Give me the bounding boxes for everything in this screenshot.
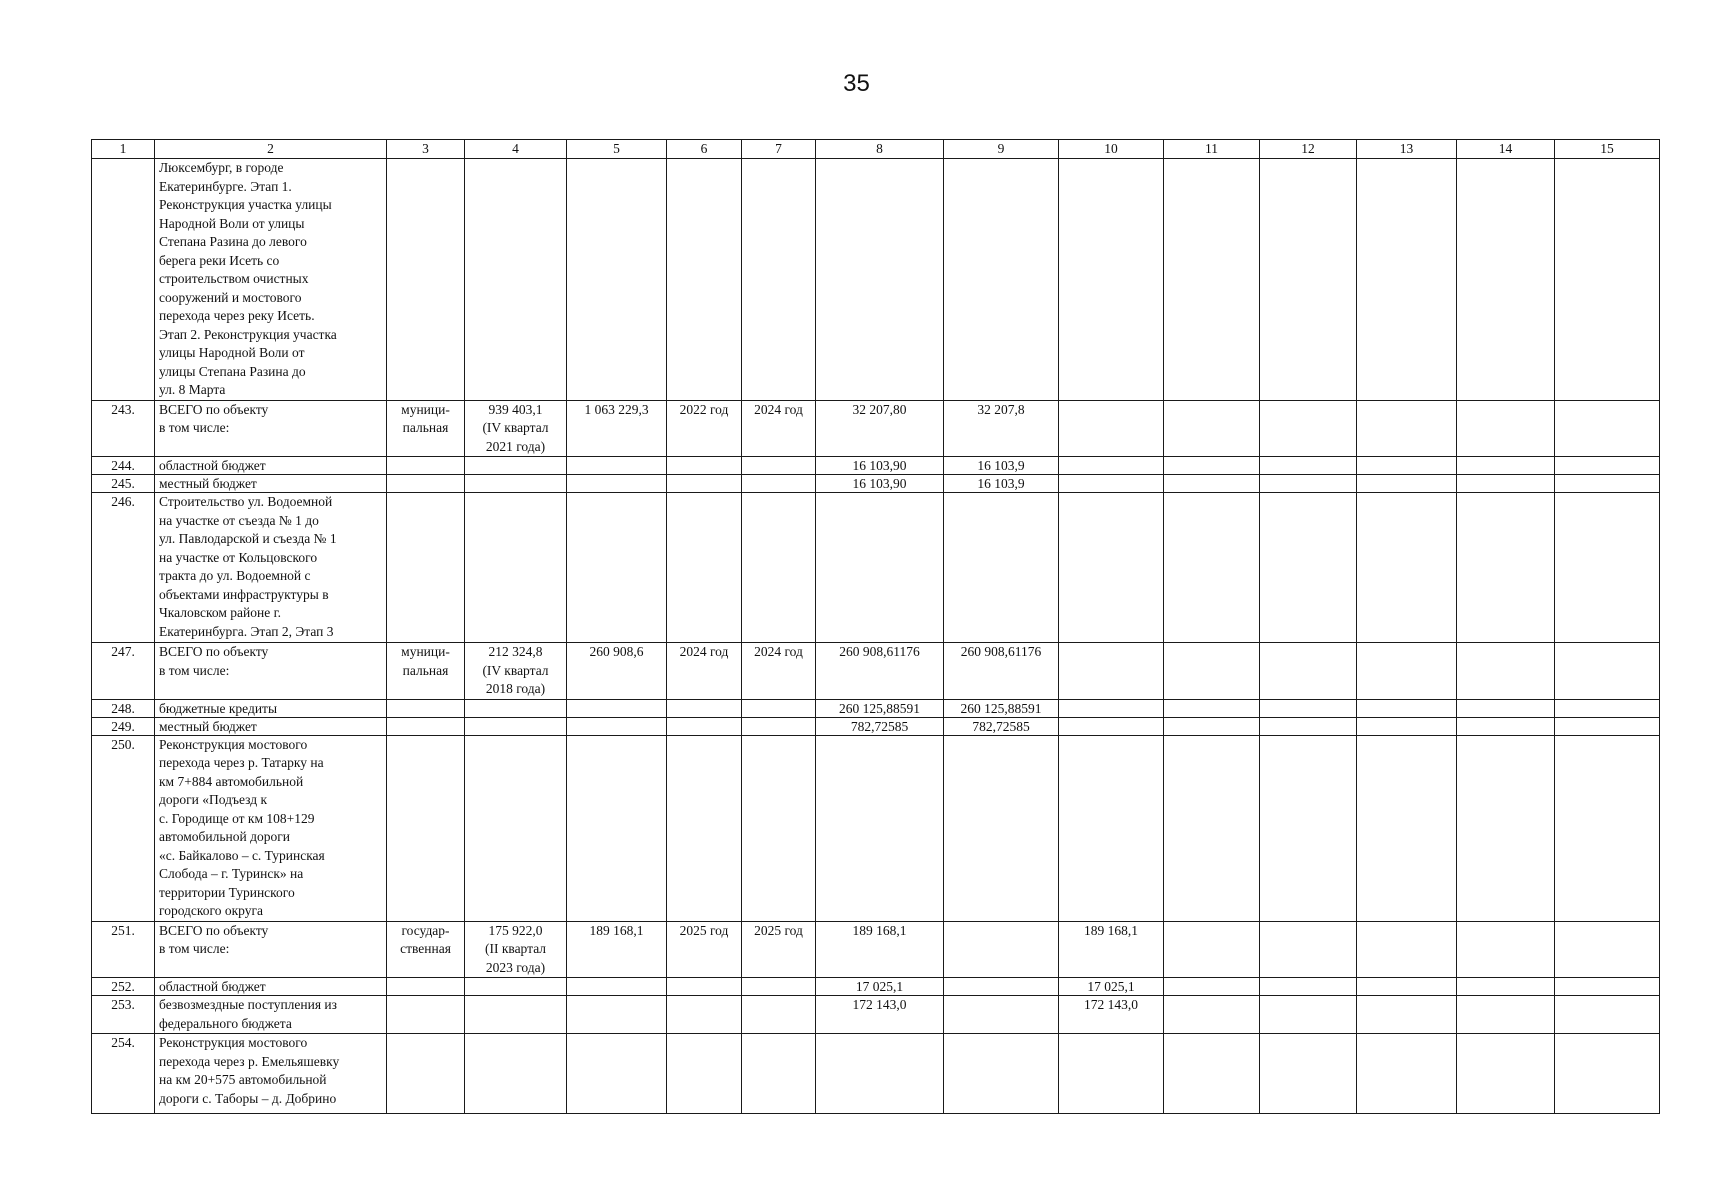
table-cell (92, 159, 155, 401)
table-cell (1457, 400, 1555, 457)
table-cell: 782,72585 (816, 717, 944, 735)
table-cell: 251. (92, 921, 155, 978)
table-cell (667, 735, 742, 921)
table-cell (1164, 475, 1260, 493)
table-row (92, 1034, 1660, 1114)
table-cell (1555, 1034, 1660, 1114)
table-cell: областной бюджет (155, 978, 387, 996)
table-cell (816, 493, 944, 643)
table-cell (1555, 735, 1660, 921)
table-cell (1457, 643, 1555, 700)
table-cell: 260 908,6 (567, 643, 667, 700)
table-cell (387, 493, 465, 643)
table-cell (1260, 475, 1357, 493)
table-cell (1164, 643, 1260, 700)
table-cell (1555, 159, 1660, 401)
table-cell: 172 143,0 (816, 996, 944, 1034)
table-cell (742, 159, 816, 401)
table-row (92, 400, 1660, 457)
table-cell (742, 493, 816, 643)
column-header: 2 (155, 140, 387, 159)
table-cell (465, 996, 567, 1034)
column-header: 8 (816, 140, 944, 159)
table-cell (742, 699, 816, 717)
table-cell (667, 475, 742, 493)
table-cell: 2024 год (667, 643, 742, 700)
table-cell: 782,72585 (944, 717, 1059, 735)
table-cell: 2022 год (667, 400, 742, 457)
table-cell (742, 475, 816, 493)
table-cell (944, 921, 1059, 978)
table-cell (1457, 699, 1555, 717)
table-cell (1164, 978, 1260, 996)
table-cell (1260, 735, 1357, 921)
table-cell (1164, 457, 1260, 475)
table-cell: 260 908,61176 (944, 643, 1059, 700)
table-cell (1457, 1034, 1555, 1114)
table-cell (667, 996, 742, 1034)
table-cell (387, 475, 465, 493)
table-cell: 2025 год (667, 921, 742, 978)
table-cell (1164, 159, 1260, 401)
table-row (92, 699, 1660, 717)
table-cell: 252. (92, 978, 155, 996)
table-row (92, 643, 1660, 700)
table-cell (465, 978, 567, 996)
table-cell (1260, 921, 1357, 978)
table-cell: 244. (92, 457, 155, 475)
table-cell: 189 168,1 (1059, 921, 1164, 978)
table-cell (1555, 457, 1660, 475)
table-cell (667, 493, 742, 643)
table-cell (1357, 643, 1457, 700)
table-cell (1457, 159, 1555, 401)
table-cell (567, 699, 667, 717)
table-cell (1059, 699, 1164, 717)
table-cell: 212 324,8 (IV квартал 2018 года) (465, 643, 567, 700)
table-cell (1357, 1034, 1457, 1114)
table-cell: 189 168,1 (567, 921, 667, 978)
table-cell (1059, 643, 1164, 700)
table-cell (1059, 475, 1164, 493)
table-cell (816, 1034, 944, 1114)
table-cell (1457, 735, 1555, 921)
table-cell: ВСЕГО по объекту в том числе: (155, 921, 387, 978)
table-cell (1457, 493, 1555, 643)
column-header: 7 (742, 140, 816, 159)
table-cell (667, 699, 742, 717)
table-cell: 253. (92, 996, 155, 1034)
table-cell: 175 922,0 (II квартал 2023 года) (465, 921, 567, 978)
table-cell (1059, 1034, 1164, 1114)
table-cell (1164, 921, 1260, 978)
table-cell (567, 457, 667, 475)
table-cell (1357, 699, 1457, 717)
table-row (92, 457, 1660, 475)
table-cell (944, 1034, 1059, 1114)
table-cell (387, 699, 465, 717)
table-cell (1555, 493, 1660, 643)
table-cell (944, 159, 1059, 401)
table-cell (387, 978, 465, 996)
table-cell (742, 717, 816, 735)
table-row (92, 735, 1660, 921)
table-cell: 32 207,80 (816, 400, 944, 457)
table-cell: 260 125,88591 (944, 699, 1059, 717)
table-cell (1059, 735, 1164, 921)
table-cell (1555, 643, 1660, 700)
table-cell (1260, 457, 1357, 475)
table-row (92, 921, 1660, 978)
table-cell: 2024 год (742, 400, 816, 457)
table-cell: Реконструкция мостового перехода через р. Емельяшевку на км 20+575 автомобильной дороги с. Таборы – д. Добрино (155, 1034, 387, 1114)
table-cell (1260, 400, 1357, 457)
table-cell (1059, 400, 1164, 457)
table-cell (944, 996, 1059, 1034)
column-header: 12 (1260, 140, 1357, 159)
table-cell (1555, 996, 1660, 1034)
column-header: 5 (567, 140, 667, 159)
table-cell: 17 025,1 (816, 978, 944, 996)
table-cell (1357, 457, 1457, 475)
table-cell: 250. (92, 735, 155, 921)
table-cell: 32 207,8 (944, 400, 1059, 457)
table-cell (742, 996, 816, 1034)
table-cell: 16 103,90 (816, 457, 944, 475)
table-cell: 260 908,61176 (816, 643, 944, 700)
table-cell (944, 493, 1059, 643)
table-cell (1059, 159, 1164, 401)
table-cell: 939 403,1 (IV квартал 2021 года) (465, 400, 567, 457)
table-cell (465, 493, 567, 643)
table-cell (1260, 978, 1357, 996)
table-cell (1357, 400, 1457, 457)
table-cell (567, 493, 667, 643)
table-cell: государ- ственная (387, 921, 465, 978)
table-row (92, 996, 1660, 1034)
table-cell (742, 457, 816, 475)
table-row (92, 159, 1660, 401)
table-cell (465, 717, 567, 735)
table-cell (465, 699, 567, 717)
table-cell (1457, 717, 1555, 735)
table-cell (1164, 1034, 1260, 1114)
table-cell: 248. (92, 699, 155, 717)
table-cell: 245. (92, 475, 155, 493)
table-cell (387, 159, 465, 401)
table-cell (1164, 996, 1260, 1034)
table-cell (465, 735, 567, 921)
data-table (91, 139, 1660, 1114)
table-cell: муници- пальная (387, 643, 465, 700)
table-cell (944, 978, 1059, 996)
table-cell (1457, 978, 1555, 996)
table-cell (1457, 475, 1555, 493)
table-cell (1555, 475, 1660, 493)
table-cell (1260, 493, 1357, 643)
table-cell: 249. (92, 717, 155, 735)
table-cell: 247. (92, 643, 155, 700)
table-cell (1260, 996, 1357, 1034)
table-cell (1555, 978, 1660, 996)
table-cell (1357, 735, 1457, 921)
table-cell (1260, 717, 1357, 735)
table-cell: местный бюджет (155, 717, 387, 735)
table-cell (465, 1034, 567, 1114)
column-header: 9 (944, 140, 1059, 159)
table-cell: муници- пальная (387, 400, 465, 457)
table-cell (567, 475, 667, 493)
column-header: 1 (92, 140, 155, 159)
table-cell (1357, 921, 1457, 978)
table-cell: 2024 год (742, 643, 816, 700)
table-cell (387, 735, 465, 921)
table-cell (742, 1034, 816, 1114)
column-header: 11 (1164, 140, 1260, 159)
table-cell (387, 996, 465, 1034)
table-cell (1164, 493, 1260, 643)
table-cell (567, 159, 667, 401)
column-header: 15 (1555, 140, 1660, 159)
table-row (92, 475, 1660, 493)
table-cell: местный бюджет (155, 475, 387, 493)
table-cell (387, 717, 465, 735)
table-cell (1457, 457, 1555, 475)
table-cell (465, 457, 567, 475)
table-cell: 172 143,0 (1059, 996, 1164, 1034)
table-cell (1164, 699, 1260, 717)
table-cell (667, 457, 742, 475)
table-cell: бюджетные кредиты (155, 699, 387, 717)
table-cell: Строительство ул. Водоемной на участке от съезда № 1 до ул. Павлодарской и съезда № 1 на участке от Кольцовского тракта до ул. Водоемной с объектами инфраструктуры в Чкаловском районе г. Екатеринбурга. Этап 2, Этап 3 (155, 493, 387, 643)
table-cell (1164, 400, 1260, 457)
table-cell (1555, 717, 1660, 735)
column-header: 6 (667, 140, 742, 159)
table-cell (387, 457, 465, 475)
table-cell (1555, 921, 1660, 978)
table-row (92, 717, 1660, 735)
table-cell (667, 159, 742, 401)
table-cell (1260, 643, 1357, 700)
column-header: 10 (1059, 140, 1164, 159)
column-header: 4 (465, 140, 567, 159)
table-cell (1357, 978, 1457, 996)
table-row (92, 493, 1660, 643)
table-cell (1357, 159, 1457, 401)
table-cell (567, 996, 667, 1034)
table-cell: 17 025,1 (1059, 978, 1164, 996)
column-header: 14 (1457, 140, 1555, 159)
table-cell (1357, 717, 1457, 735)
table-cell (667, 1034, 742, 1114)
table-cell (1164, 735, 1260, 921)
table-cell (465, 475, 567, 493)
table-cell: 16 103,9 (944, 457, 1059, 475)
table-cell: 1 063 229,3 (567, 400, 667, 457)
table-cell (667, 978, 742, 996)
page-number: 35 (843, 70, 870, 97)
table-cell (1457, 921, 1555, 978)
table-cell: 16 103,90 (816, 475, 944, 493)
table-cell: Реконструкция мостового перехода через р. Татарку на км 7+884 автомобильной дороги «Подъезд к с. Городище от км 108+129 автомобильной дороги «с. Байкалово – с. Туринская Слобода – г. Туринск» на территории Туринского городского округа (155, 735, 387, 921)
table-cell (1357, 475, 1457, 493)
table-cell (465, 159, 567, 401)
table-cell (1260, 159, 1357, 401)
table-cell: 246. (92, 493, 155, 643)
table-cell (1059, 457, 1164, 475)
table-cell (667, 717, 742, 735)
table-cell: безвозмездные поступления из федерального бюджета (155, 996, 387, 1034)
table-cell (1164, 717, 1260, 735)
column-header: 13 (1357, 140, 1457, 159)
table-cell: 16 103,9 (944, 475, 1059, 493)
table-cell (742, 735, 816, 921)
header-row (92, 140, 1660, 159)
table-cell: Люксембург, в городе Екатеринбурге. Этап 1. Реконструкция участка улицы Народной Воли от улицы Степана Разина до левого берега реки Исеть со строительством очистных сооружений и мостового перехода через реку Исеть. Этап 2. Реконструкция участка улицы Народной Воли от улицы Степана Разина до ул. 8 Марта (155, 159, 387, 401)
table-cell: областной бюджет (155, 457, 387, 475)
table-cell: 2025 год (742, 921, 816, 978)
table-cell (816, 159, 944, 401)
table-cell (1357, 493, 1457, 643)
table-cell (742, 978, 816, 996)
table-cell (1555, 400, 1660, 457)
table-cell (816, 735, 944, 921)
table-row (92, 978, 1660, 996)
table-cell: 243. (92, 400, 155, 457)
table-cell: ВСЕГО по объекту в том числе: (155, 400, 387, 457)
table-cell (1260, 699, 1357, 717)
table-cell (1457, 996, 1555, 1034)
table-cell: ВСЕГО по объекту в том числе: (155, 643, 387, 700)
table-cell (387, 1034, 465, 1114)
table-cell (567, 1034, 667, 1114)
table-cell (567, 717, 667, 735)
table-cell (1357, 996, 1457, 1034)
table-cell (944, 735, 1059, 921)
table-cell (1555, 699, 1660, 717)
table-cell (567, 978, 667, 996)
column-header: 3 (387, 140, 465, 159)
table-cell (567, 735, 667, 921)
table-cell (1059, 717, 1164, 735)
table-cell: 260 125,88591 (816, 699, 944, 717)
table-cell: 189 168,1 (816, 921, 944, 978)
table-cell: 254. (92, 1034, 155, 1114)
table-cell (1059, 493, 1164, 643)
table-cell (1260, 1034, 1357, 1114)
